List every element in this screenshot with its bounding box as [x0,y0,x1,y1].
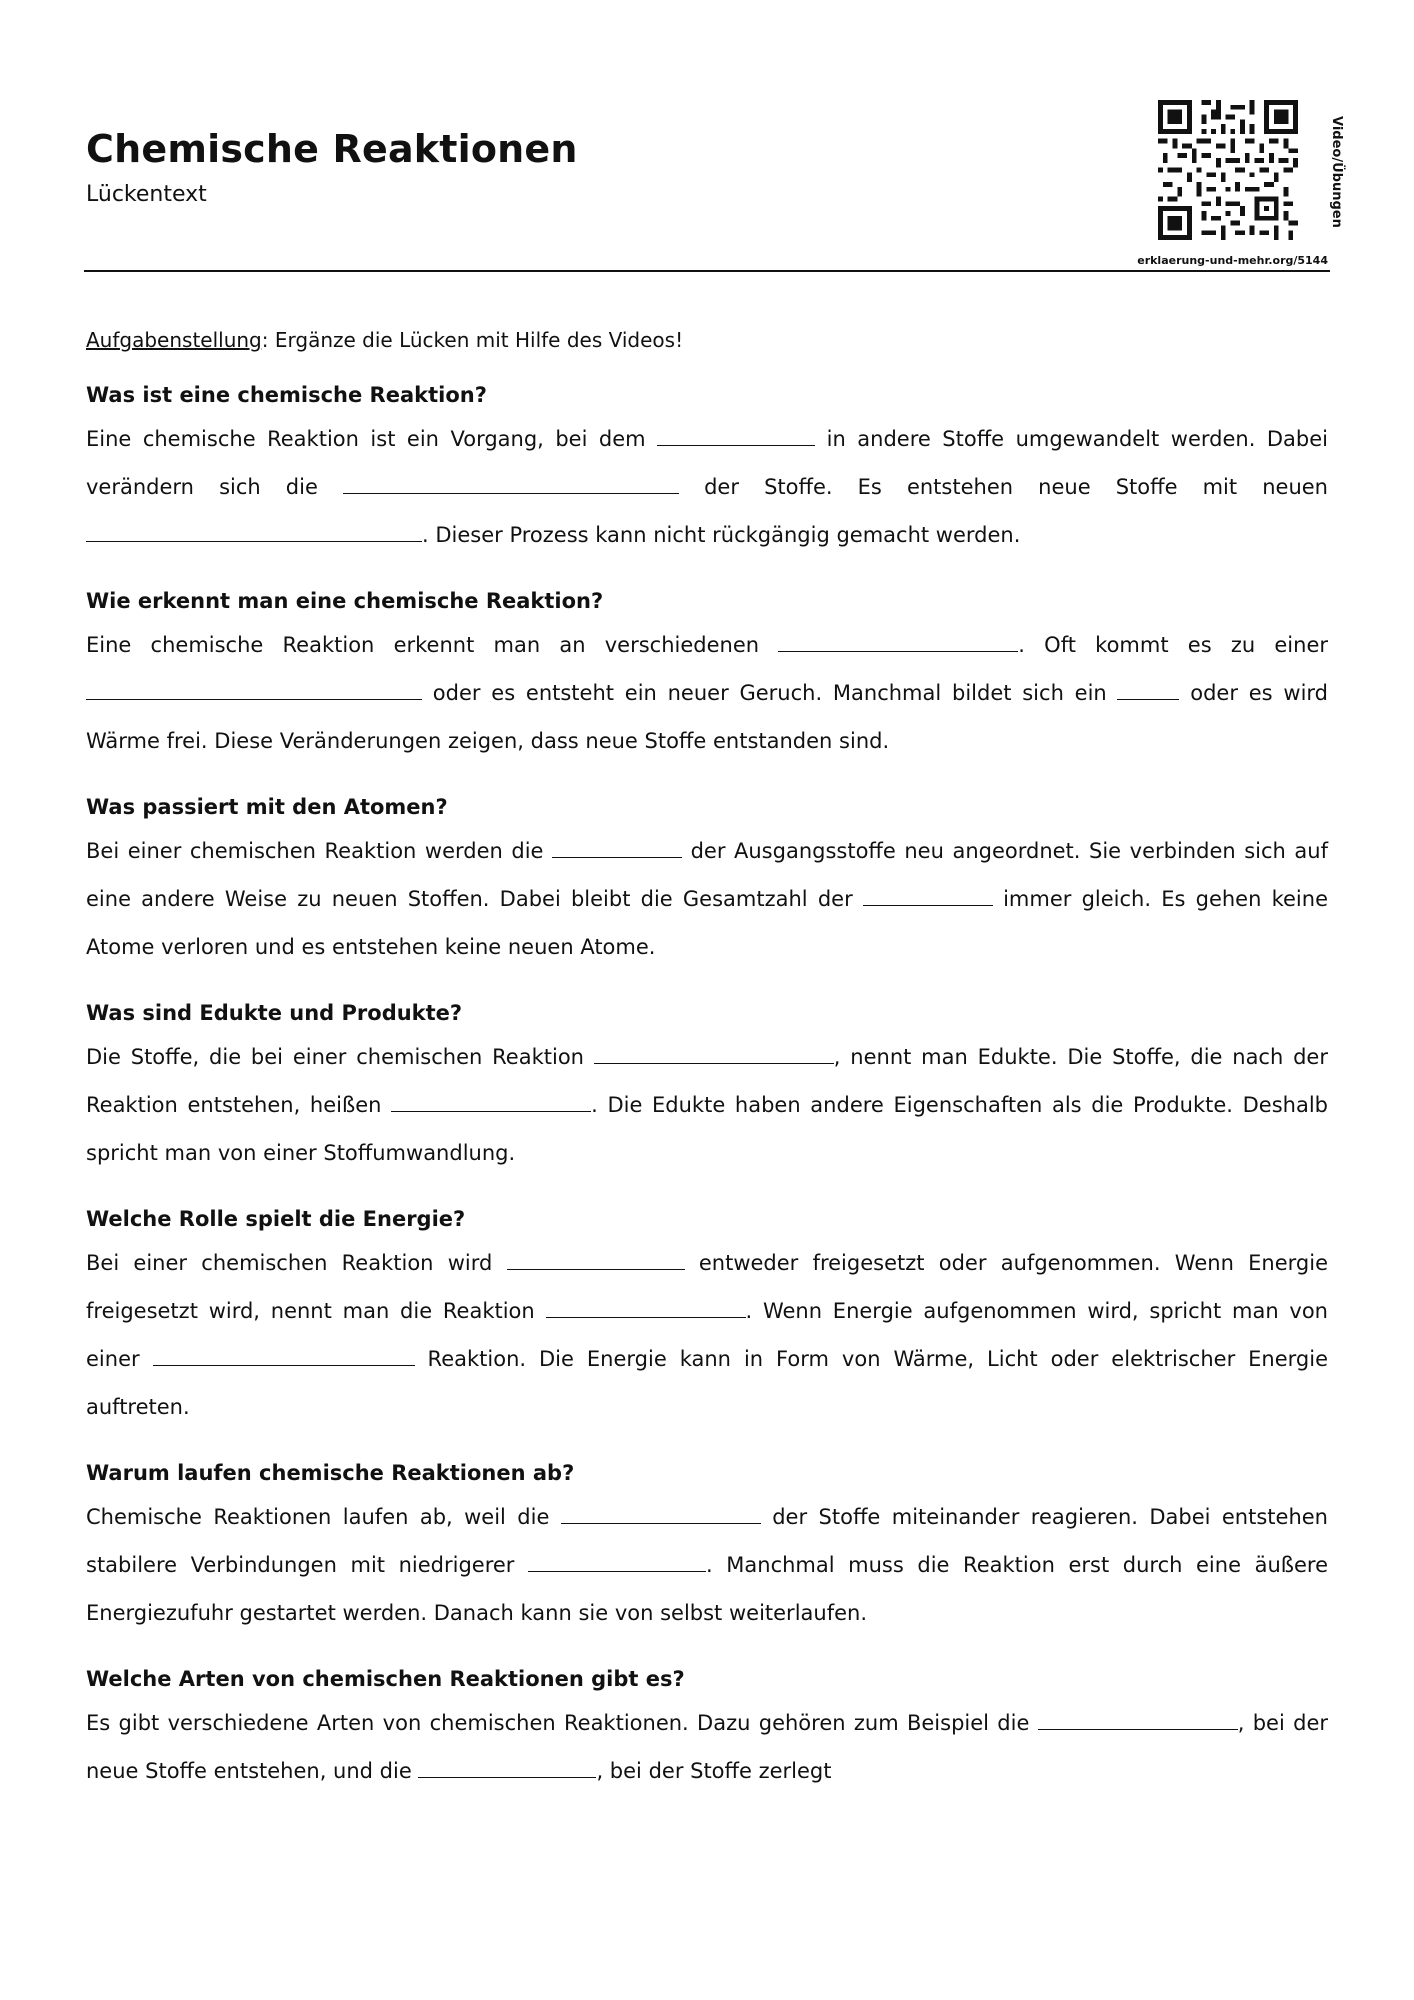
text-fragment: Eine chemische Reaktion ist ein Vorgang, bei dem [86,427,658,451]
section-text [86,621,1328,765]
text-fragment: , nennt man Edukte. Die Stoffe, die nach der Reaktion entstehen, heißen [86,1045,1328,1117]
blank-field[interactable] [86,698,422,700]
section-edukte-produkte [86,993,1328,1177]
text-fragment: Die Stoffe, die bei einer chemischen Reaktion [86,1045,594,1069]
qr-code[interactable] [1158,100,1298,240]
text-fragment: Chemische Reaktionen laufen ab, weil die [86,1505,561,1529]
section-heading: Wie erkennt man eine chemische Reaktion? [86,589,604,613]
section-arten [86,1659,1328,1795]
blank-field[interactable] [528,1570,706,1572]
text-fragment: der Ausgangsstoffe neu angeordnet. Sie verbinden sich auf eine andere Weise zu neuen Stoffen. Dabei bleibt die Gesamtzahl der [86,839,1328,911]
text-fragment: Bei einer chemischen Reaktion wird [86,1251,507,1275]
blank-field[interactable] [546,1316,746,1318]
qr-url[interactable]: erklaerung-und-mehr.org/5144 [1137,254,1328,267]
text-fragment: in andere Stoffe umgewandelt werden. Dabei verändern sich die [86,427,1328,499]
blank-field[interactable] [863,904,993,906]
blank-field[interactable] [153,1364,415,1366]
text-fragment: . Wenn Energie aufgenommen wird, spricht man von einer [86,1299,1328,1371]
section-heading: Welche Arten von chemischen Reaktionen gibt es? [86,1667,685,1691]
text-fragment: entweder freigesetzt oder aufgenommen. Wenn Energie freigesetzt wird, nennt man die Reaktion [86,1251,1328,1323]
qr-side-label: Video/Übungen [1329,116,1344,228]
section-heading: Was ist eine chemische Reaktion? [86,383,487,407]
page-title: Chemische Reaktionen [86,127,578,171]
blank-field[interactable] [778,650,1018,652]
section-heading: Welche Rolle spielt die Energie? [86,1207,466,1231]
blank-field[interactable] [552,856,682,858]
text-fragment: immer gleich. Es gehen keine Atome verloren und es entstehen keine neuen Atome. [86,887,1328,959]
section-heading: Warum laufen chemische Reaktionen ab? [86,1461,575,1485]
blank-field[interactable] [343,492,679,494]
text-fragment: oder es wird Wärme frei. Diese Veränderungen zeigen, dass neue Stoffe entstanden sind. [86,681,1328,753]
instruction [86,322,1328,358]
text-fragment: Bei einer chemischen Reaktion werden die [86,839,553,863]
blank-field[interactable] [86,540,422,542]
text-fragment: oder es entsteht ein neuer Geruch. Manchmal bildet sich ein [422,681,1118,705]
section-erkennen [86,581,1328,765]
section-text [86,1493,1328,1637]
header-divider [84,270,1330,272]
section-atome [86,787,1328,971]
section-text [86,1033,1328,1177]
text-fragment: , bei der Stoffe zerlegt [596,1759,832,1783]
text-fragment: . Manchmal muss die Reaktion erst durch eine äußere Energiezufuhr gestartet werden. Danach kann sie von selbst weiterlaufen. [86,1553,1328,1625]
section-text [86,415,1328,559]
blank-field[interactable] [1038,1728,1238,1730]
section-energie [86,1199,1328,1431]
blank-field[interactable] [507,1268,685,1270]
text-fragment: . Dieser Prozess kann nicht rückgängig gemacht werden. [422,523,1021,547]
blank-field[interactable] [1117,698,1179,700]
text-fragment: der Stoffe. Es entstehen neue Stoffe mit neuen [679,475,1328,499]
section-text [86,827,1328,971]
section-chemische-reaktion [86,375,1328,559]
text-fragment: . Oft kommt es zu einer [1018,633,1329,657]
section-heading: Was sind Edukte und Produkte? [86,1001,463,1025]
text-fragment: der Stoffe miteinander reagieren. Dabei entstehen stabilere Verbindungen mit niedrigerer [86,1505,1328,1577]
section-text [86,1239,1328,1431]
blank-field[interactable] [391,1110,591,1112]
page-subtitle: Lückentext [86,182,207,207]
blank-field[interactable] [594,1062,834,1064]
instruction-text: : Ergänze die Lücken mit Hilfe des Videos! [261,328,684,352]
text-fragment: Eine chemische Reaktion erkennt man an verschiedenen [86,633,779,657]
blank-field[interactable] [418,1776,596,1778]
text-fragment: , bei der neue Stoffe entstehen, und die [86,1711,1328,1783]
worksheet-body [86,322,1328,1817]
blank-field[interactable] [657,444,815,446]
text-fragment: Reaktion. Die Energie kann in Form von Wärme, Licht oder elektrischer Energie auftreten. [86,1347,1329,1419]
section-text [86,1699,1328,1795]
section-heading: Was passiert mit den Atomen? [86,795,448,819]
text-fragment: Es gibt verschiedene Arten von chemischen Reaktionen. Dazu gehören zum Beispiel die [86,1711,1038,1735]
text-fragment: . Die Edukte haben andere Eigenschaften als die Produkte. Deshalb spricht man von einer Stoffumwandlung. [86,1093,1328,1165]
instruction-label: Aufgabenstellung [86,328,262,352]
blank-field[interactable] [561,1522,761,1524]
section-warum [86,1453,1328,1637]
